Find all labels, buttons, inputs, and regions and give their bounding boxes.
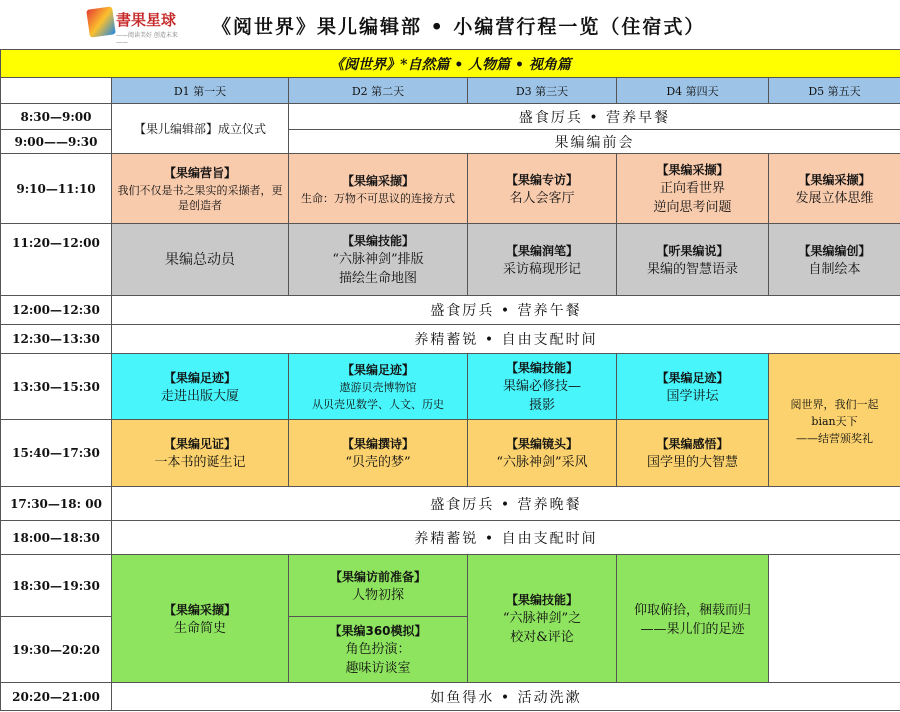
- schedule-table: [0, 49, 900, 711]
- activity-body: 趣味访谈室: [345, 661, 411, 676]
- closing-line: 阅世界，我们一起: [790, 397, 879, 411]
- schedule-row: [1, 487, 900, 521]
- activity-body: 果编总动员: [165, 252, 235, 268]
- activity-cell: [289, 154, 468, 224]
- activity-cell: [468, 354, 617, 420]
- ceremony-cell: 【果儿编辑部】成立仪式: [112, 104, 289, 154]
- activity-cell: [289, 420, 468, 487]
- activity-title: 【果编足迹】: [163, 370, 236, 385]
- activity-title: 【果编技能】: [505, 361, 578, 375]
- time-slot: 18:30—19:30: [1, 555, 112, 617]
- activity-cell: [468, 555, 617, 683]
- page-title: 《阅世界》果儿编辑部 • 小编营行程一览（住宿式）: [212, 16, 706, 38]
- activity-body: “六脉神剑”采风: [496, 455, 588, 470]
- breakfast-cell: 盛食厉兵 • 营养早餐: [289, 104, 900, 130]
- activity-cell: [112, 224, 289, 296]
- activity-body: 国学里的大智慧: [646, 455, 738, 470]
- activity-title: 【果编采撷】: [341, 173, 414, 188]
- activity-cell: [112, 420, 289, 487]
- activity-title: 【果编技能】: [505, 593, 578, 607]
- activity-cell: [617, 224, 769, 296]
- activity-body: 一本书的诞生记: [154, 455, 246, 470]
- activity-title: 【果编访前准备】: [329, 569, 426, 584]
- activity-cell: [112, 555, 289, 683]
- activity-cell: [289, 354, 468, 420]
- dinner-cell: 盛食厉兵 • 营养晚餐: [112, 487, 900, 521]
- time-slot: 15:40—17:30: [1, 420, 112, 487]
- activity-cell: [289, 617, 468, 683]
- activity-body: 人物初探: [351, 587, 404, 603]
- activity-body: 逆向思考问题: [653, 200, 732, 215]
- activity-title: 【果编足迹】: [656, 370, 729, 385]
- day-header: D3 第三天: [468, 78, 617, 104]
- premeeting-cell: 果编编前会: [289, 130, 900, 154]
- time-slot: 20:20—21:00: [1, 683, 112, 711]
- day-header: D1 第一天: [112, 78, 289, 104]
- closing-ceremony-cell: [769, 354, 900, 487]
- activity-body: 自制绘本: [808, 261, 861, 277]
- activity-cell: [769, 154, 900, 224]
- activity-cell: [769, 224, 900, 296]
- activity-title: 【果编镜头】: [505, 437, 578, 451]
- activity-body: 描绘生命地图: [338, 271, 417, 286]
- activity-body: 仰取俯拾，稇载而归: [633, 602, 751, 618]
- activity-cell: [468, 420, 617, 487]
- activity-title: 【果编感悟】: [656, 437, 729, 451]
- empty-cell: [769, 555, 900, 683]
- logo-name: 書果星球: [116, 11, 177, 29]
- page-header: [0, 0, 900, 50]
- schedule-row: [1, 354, 900, 420]
- activity-title: 【果编360模拟】: [329, 624, 427, 638]
- activity-title: 【果编撰诗】: [341, 437, 414, 451]
- activity-title: 【果编足迹】: [341, 363, 414, 377]
- activity-cell: [617, 420, 769, 487]
- activity-title: 【果编编创】: [798, 243, 871, 258]
- schedule-row: [1, 104, 900, 130]
- activity-title: 【果编采撷】: [798, 172, 871, 187]
- corner-cell: [1, 78, 112, 104]
- activity-cell: [468, 224, 617, 296]
- activity-title: 【果编见证】: [163, 437, 236, 451]
- banner-row: [1, 50, 900, 78]
- day-header-row: [1, 78, 900, 104]
- time-slot: 12:30—13:30: [1, 325, 112, 354]
- time-slot: 9:10—11:10: [1, 154, 112, 224]
- schedule-row: [1, 521, 900, 555]
- time-slot: 11:20—12:00: [1, 224, 112, 296]
- logo-icon: [86, 6, 116, 37]
- wash-cell: 如鱼得水 • 活动洗漱: [112, 683, 900, 711]
- activity-body: 果编的智慧语录: [646, 261, 738, 277]
- activity-body: 果编必修技—: [502, 379, 581, 394]
- activity-body: 采访稿现形记: [502, 261, 581, 277]
- activity-title: 【果编营旨】: [163, 166, 236, 180]
- activity-title: 【果编技能】: [341, 234, 414, 248]
- activity-body: 正向看世界: [659, 181, 725, 196]
- free-time-cell: 养精蓄锐 • 自由支配时间: [112, 325, 900, 354]
- activity-cell: [289, 224, 468, 296]
- logo-subtitle: ——阅读美好 创造未来——: [116, 32, 178, 46]
- day-header: D2 第二天: [289, 78, 468, 104]
- activity-cell: [112, 354, 289, 420]
- activity-body: “六脉神剑”排版: [332, 252, 424, 267]
- activity-cell: [617, 555, 769, 683]
- schedule-row: [1, 154, 900, 224]
- closing-line: ——结营颁奖礼: [796, 431, 874, 445]
- time-slot: 9:00——9:30: [1, 130, 112, 154]
- activity-title: 【果编润笔】: [505, 243, 578, 258]
- schedule-row: [1, 420, 900, 487]
- activity-cell: [112, 154, 289, 224]
- activity-body: 生命：万物不可思议的连接方式: [301, 191, 455, 205]
- lunch-cell: 盛食厉兵 • 营养午餐: [112, 296, 900, 325]
- activity-cell: [617, 154, 769, 224]
- activity-body: 国学讲坛: [666, 388, 719, 404]
- schedule-row: [1, 296, 900, 325]
- activity-title: 【果编专访】: [505, 172, 578, 187]
- brand-logo: [88, 6, 184, 46]
- activity-title: 【听果编说】: [656, 243, 729, 258]
- banner-title: 《阅世界》*自然篇 • 人物篇 • 视角篇: [1, 50, 900, 78]
- schedule-row: [1, 683, 900, 711]
- time-slot: 12:00—12:30: [1, 296, 112, 325]
- time-slot: 18:00—18:30: [1, 521, 112, 555]
- activity-cell: [468, 154, 617, 224]
- activity-body: 遨游贝壳博物馆: [339, 381, 417, 394]
- activity-cell: [289, 555, 468, 617]
- activity-body: 从贝壳见数学、人文、历史: [312, 398, 444, 411]
- activity-body: 走进出版大厦: [160, 388, 239, 404]
- free-time-cell: 养精蓄锐 • 自由支配时间: [112, 521, 900, 555]
- activity-body: 校对&评论: [510, 630, 574, 645]
- activity-body: “贝壳的梦”: [345, 455, 411, 470]
- day-header: D4 第四天: [617, 78, 769, 104]
- activity-title: 【果编采撷】: [656, 163, 729, 177]
- time-slot: 17:30—18: 00: [1, 487, 112, 521]
- time-slot: 13:30—15:30: [1, 354, 112, 420]
- schedule-row: [1, 224, 900, 296]
- activity-body: “六脉神剑”之: [502, 611, 582, 626]
- time-slot: 19:30—20:20: [1, 617, 112, 683]
- schedule-row: [1, 325, 900, 354]
- day-header: D5 第五天: [769, 78, 900, 104]
- activity-body: 角色扮演：: [345, 642, 411, 657]
- activity-body: 生命简史: [173, 620, 226, 636]
- activity-body: 发展立体思维: [795, 190, 874, 206]
- activity-body: 摄影: [528, 398, 555, 413]
- activity-body: 我们不仅是书之果实的采撷者，更是创造者: [117, 184, 283, 212]
- schedule-row: [1, 555, 900, 617]
- activity-body: 名人会客厅: [509, 190, 575, 206]
- activity-title: 【果编采撷】: [163, 602, 236, 617]
- activity-cell: [617, 354, 769, 420]
- activity-body: ——果儿们的足迹: [640, 621, 745, 637]
- time-slot: 8:30—9:00: [1, 104, 112, 130]
- closing-line: bian天下: [811, 414, 858, 428]
